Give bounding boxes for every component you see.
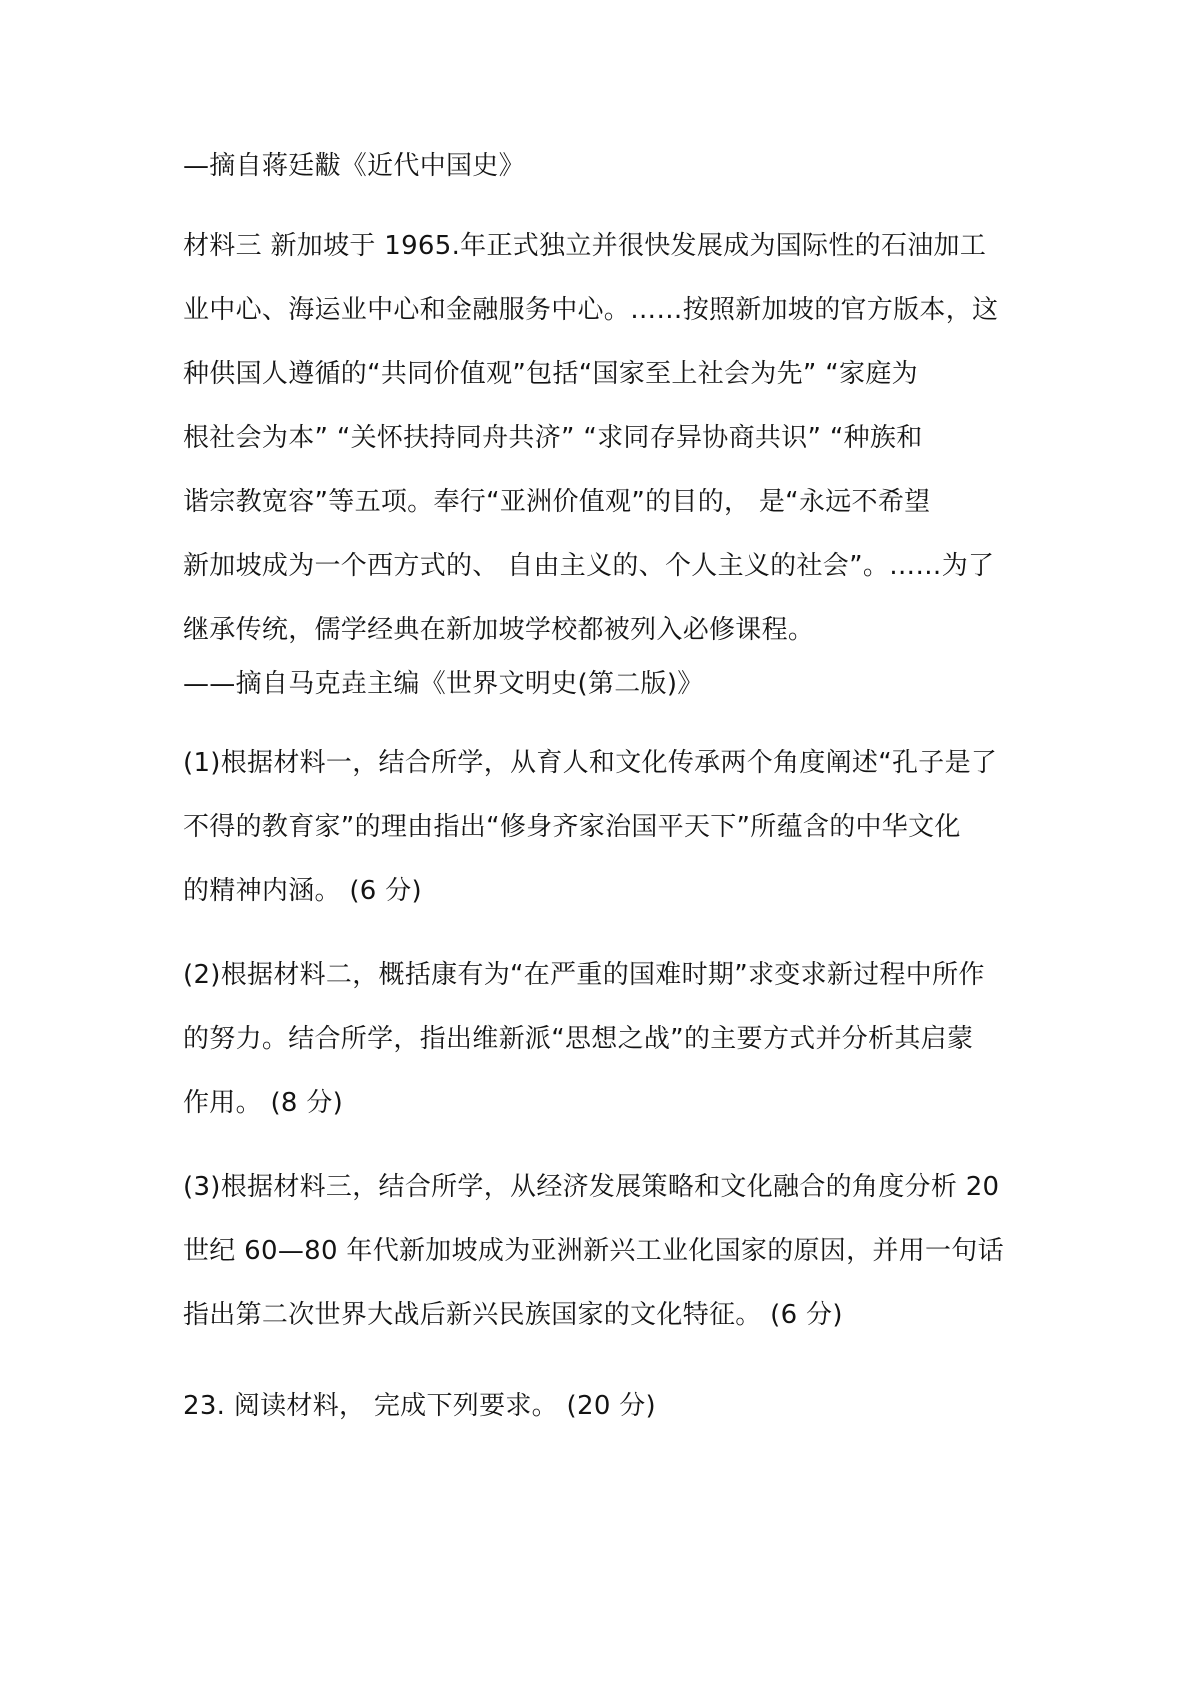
question-1 [183, 731, 1033, 923]
paragraph-line: 业中心、海运业中心和金融服务中心。……按照新加坡的官方版本，这 [183, 295, 999, 325]
citation-text: ——摘自马克垚主编《世界文明史(第二版)》 [183, 669, 704, 699]
question-line: (3)根据材料三，结合所学，从经济发展策略和文化融合的角度分析 20 [183, 1172, 1000, 1202]
question-line: 的精神内涵。 (6 分) [183, 876, 422, 906]
paragraph-line: 根社会为本” “关怀扶持同舟共济” “求同存异协商共识” “种族和 [183, 423, 923, 453]
question-line: 作用。 (8 分) [183, 1088, 344, 1118]
question-line: 指出第二次世界大战后新兴民族国家的文化特征。 (6 分) [183, 1300, 843, 1330]
material-3-paragraph [183, 214, 1033, 662]
question-line: 世纪 60—80 年代新加坡成为亚洲新兴工业化国家的原因，并用一句话 [183, 1236, 1004, 1266]
question-line: (2)根据材料二，概括康有为“在严重的国难时期”求变求新过程中所作 [183, 960, 985, 990]
question-2 [183, 943, 1033, 1135]
question-line: 的努力。结合所学，指出维新派“思想之战”的主要方式并分析其启蒙 [183, 1024, 974, 1054]
question-3 [183, 1155, 1033, 1347]
question-line: 不得的教育家”的理由指出“修身齐家治国平天下”所蕴含的中华文化 [183, 812, 961, 842]
paragraph-line: 种供国人遵循的“共同价值观”包括“国家至上社会为先” “家庭为 [183, 359, 918, 389]
paragraph-line: 继承传统，儒学经典在新加坡学校都被列入必修课程。 [183, 615, 815, 645]
paragraph-line: 材料三 新加坡于 1965.年正式独立并很快发展成为国际性的石油加工 [183, 231, 987, 261]
source-citation-jiang-tingfu [183, 146, 1033, 186]
paragraph-line: 谐宗教宽容”等五项。奉行“亚洲价值观”的目的， 是“永远不希望 [183, 487, 931, 517]
question-23-text: 23. 阅读材料， 完成下列要求。 (20 分) [183, 1391, 656, 1421]
citation-text: —摘自蒋廷黻《近代中国史》 [183, 151, 525, 181]
question-line: (1)根据材料一，结合所学，从育人和文化传承两个角度阐述“孔子是了 [183, 748, 998, 778]
question-23-heading [183, 1386, 1033, 1426]
paragraph-line: 新加坡成为一个西方式的、 自由主义的、个人主义的社会”。……为了 [183, 551, 995, 581]
source-citation-ma-keyao [183, 664, 1033, 704]
